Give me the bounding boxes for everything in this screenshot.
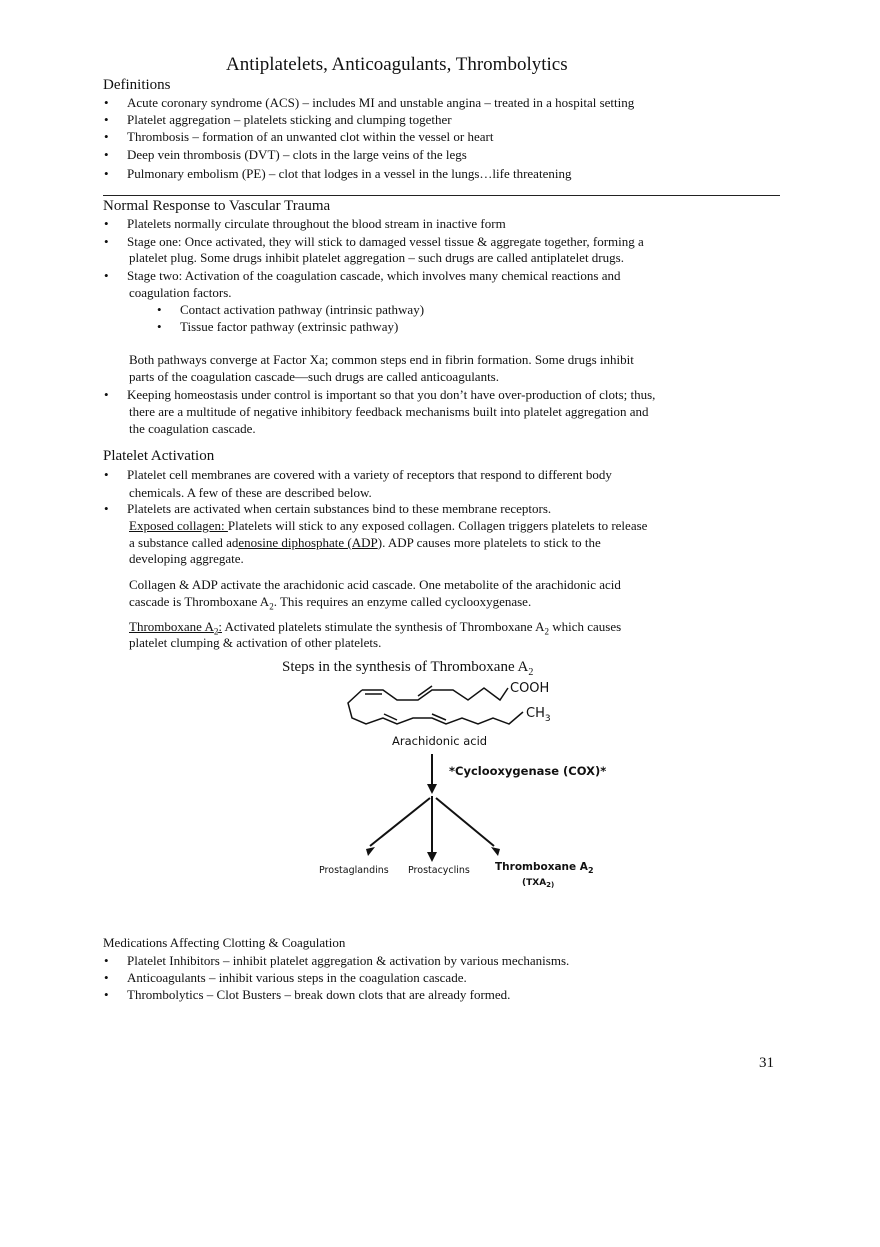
bullet-icon: • — [104, 166, 109, 181]
adp-term: enosine diphosphate (ADP — [238, 535, 378, 550]
pathway-item: Tissue factor pathway (extrinsic pathway) — [180, 319, 399, 334]
platelet-activation-heading: Platelet Activation — [103, 448, 215, 464]
bullet-icon: • — [104, 953, 109, 968]
subscript: 2) — [546, 881, 555, 889]
medications-heading: Medications Affecting Clotting & Coagulation — [103, 935, 346, 950]
definition-item: Pulmonary embolism (PE) – clot that lodges in a vessel in the lungs…life threatening — [127, 166, 572, 181]
definition-item: Deep vein thrombosis (DVT) – clots in the large veins of the legs — [127, 147, 467, 162]
subscript: 2 — [544, 626, 549, 637]
normal-response-bullet: Keeping homeostasis under control is important so that you don’t have over-production of clots; thus, — [127, 387, 656, 402]
txa2-text: (TXA — [522, 878, 547, 888]
bullet-icon: • — [104, 467, 109, 482]
arachidonic-acid-structure — [348, 686, 523, 724]
page-title: Antiplatelets, Anticoagulants, Thrombolytics — [226, 54, 568, 75]
cascade-text: cascade is Thromboxane A — [129, 594, 270, 609]
txa2-label — [522, 878, 554, 889]
arrowhead-icon — [427, 852, 437, 862]
bullet-icon: • — [104, 268, 109, 283]
normal-response-bullet: Platelets normally circulate throughout the blood stream in inactive form — [127, 216, 506, 231]
bullet-icon: • — [157, 319, 162, 334]
thromboxane-paragraph-line: platelet clumping & activation of other platelets. — [129, 635, 382, 650]
bullet-icon: • — [104, 95, 109, 110]
platelet-activation-bullet-cont: chemicals. A few of these are described below. — [129, 485, 372, 500]
bullet-icon: • — [104, 147, 109, 162]
normal-response-bullet-cont: the coagulation cascade. — [129, 421, 256, 436]
medication-item: Anticoagulants – inhibit various steps in the coagulation cascade. — [127, 970, 467, 985]
pathway-paragraph: parts of the coagulation cascade—such drugs are called anticoagulants. — [129, 369, 499, 384]
left-arrow — [370, 798, 430, 846]
right-arrow — [436, 798, 494, 846]
normal-response-bullet-cont: there are a multitude of negative inhibitory feedback mechanisms built into platelet aggregation and — [129, 404, 649, 419]
normal-response-bullet-cont: platelet plug. Some drugs inhibit platelet aggregation – such drugs are called antiplatelet drugs. — [129, 250, 624, 265]
medication-item: Thrombolytics – Clot Busters – break down clots that are already formed. — [127, 987, 511, 1002]
definitions-heading: Definitions — [103, 77, 171, 93]
collagen-label: Exposed collagen: — [129, 518, 228, 533]
collagen-text: Platelets will stick to any exposed collagen. Collagen triggers platelets to release — [227, 518, 648, 533]
normal-response-bullet: Stage one: Once activated, they will stick to damaged vessel tissue & aggregate together, forming a — [127, 234, 644, 249]
thromboxane-text: Thromboxane A — [495, 861, 588, 873]
arachidonic-acid-label: Arachidonic acid — [392, 734, 488, 748]
collagen-paragraph-line: developing aggregate. — [129, 551, 244, 566]
definition-item: Acute coronary syndrome (ACS) – includes MI and unstable angina – treated in a hospital setting — [127, 95, 635, 110]
subscript: 3 — [544, 714, 551, 724]
pathway-paragraph: Both pathways converge at Factor Xa; common steps end in fibrin formation. Some drugs inhibit — [129, 352, 634, 367]
bullet-icon: • — [157, 302, 162, 317]
definition-item: Platelet aggregation – platelets sticking and clumping together — [127, 112, 452, 127]
thromboxane-label-colon: : — [218, 619, 222, 634]
subscript: 2 — [213, 626, 219, 637]
ch3-text: CH — [526, 706, 545, 721]
bullet-icon: • — [104, 387, 109, 402]
bullet-icon: • — [104, 987, 109, 1002]
pathway-item: Contact activation pathway (intrinsic pathway) — [180, 302, 425, 317]
collagen-text: ). ADP causes more platelets to stick to the — [377, 535, 601, 550]
bullet-icon: • — [104, 501, 109, 516]
bullet-icon: • — [104, 970, 109, 985]
cooh-label: COOH — [510, 681, 550, 696]
normal-response-bullet: Stage two: Activation of the coagulation cascade, which involves many chemical reactions and — [127, 268, 621, 283]
ch3-label — [526, 706, 551, 724]
definition-item: Thrombosis – formation of an unwanted clot within the vessel or heart — [127, 129, 494, 144]
medication-item: Platelet Inhibitors – inhibit platelet aggregation & activation by various mechanisms. — [127, 953, 570, 968]
normal-response-heading: Normal Response to Vascular Trauma — [103, 198, 331, 214]
diagram-caption-text: Steps in the synthesis of Thromboxane A — [282, 659, 529, 675]
collagen-text: a substance called ad — [129, 535, 239, 550]
page-number: 31 — [759, 1055, 774, 1071]
thromboxane-label-text: Thromboxane A — [129, 619, 214, 634]
thromboxane-text: which causes — [549, 619, 622, 634]
cascade-paragraph: Collagen & ADP activate the arachidonic acid cascade. One metabolite of the arachidonic acid — [129, 577, 621, 592]
bullet-icon: • — [104, 234, 109, 249]
subscript: 2 — [587, 866, 594, 875]
arrowhead-icon — [366, 847, 375, 856]
bullet-icon: • — [104, 112, 109, 127]
platelet-activation-bullet: Platelets are activated when certain substances bind to these membrane receptors. — [127, 501, 552, 516]
bullet-icon: • — [104, 129, 109, 144]
cox-enzyme-label: *Cyclooxygenase (COX)* — [449, 764, 607, 778]
arrowhead-icon — [491, 847, 500, 856]
cascade-text: . This requires an enzyme called cyclooxygenase. — [273, 594, 532, 609]
subscript: 2 — [528, 667, 534, 678]
thromboxane-a2-label — [495, 861, 594, 875]
platelet-activation-bullet: Platelet cell membranes are covered with a variety of receptors that respond to different body — [127, 467, 612, 482]
thromboxane-text: Activated platelets stimulate the synthesis of Thromboxane A — [221, 619, 545, 634]
subscript: 2 — [269, 601, 274, 612]
prostacyclins-label: Prostacyclins — [408, 865, 470, 876]
prostaglandins-label: Prostaglandins — [319, 865, 389, 876]
arrowhead-icon — [427, 784, 437, 794]
bullet-icon: • — [104, 216, 109, 231]
normal-response-bullet-cont: coagulation factors. — [129, 285, 232, 300]
